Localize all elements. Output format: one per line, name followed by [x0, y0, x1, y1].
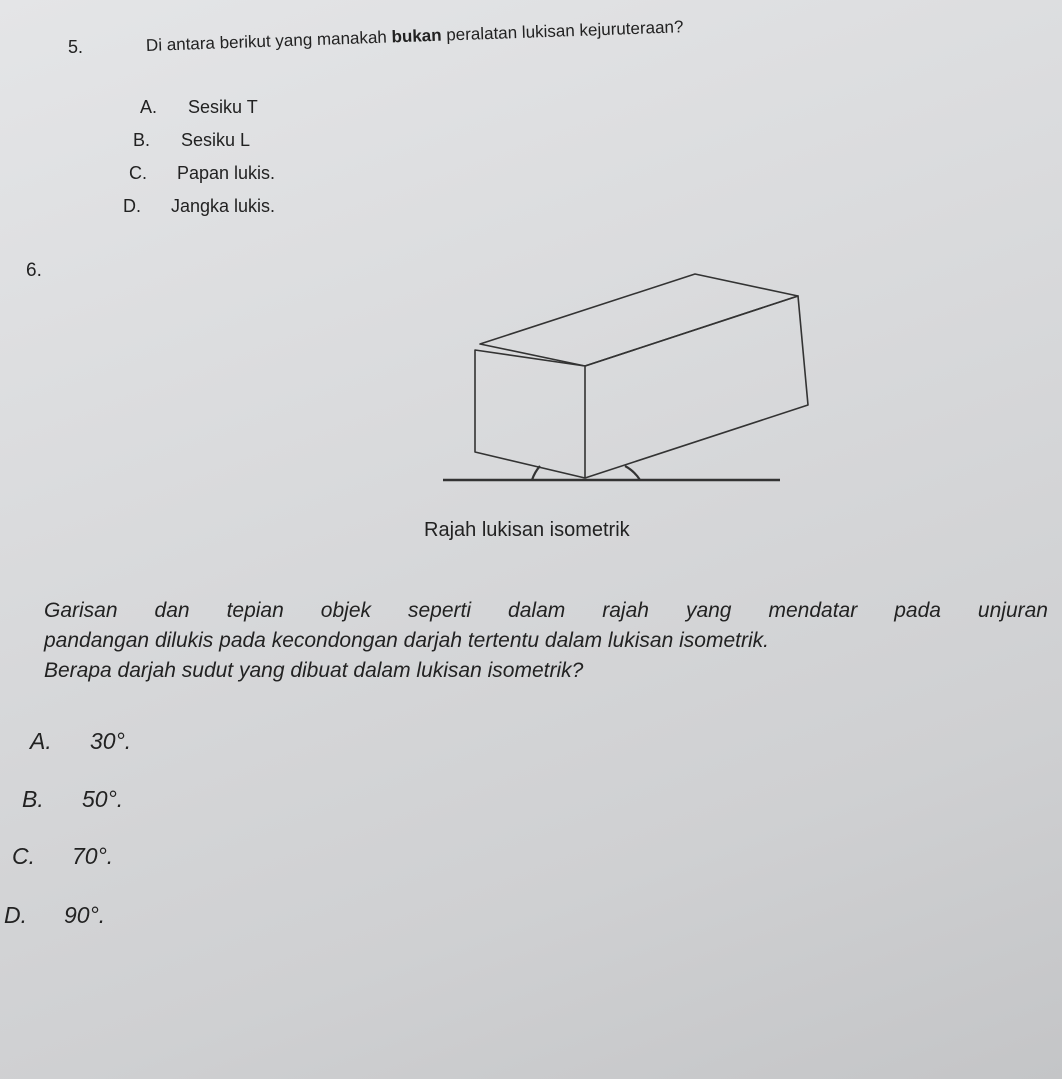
option-text: Sesiku T: [188, 97, 258, 117]
question-6-line-1: Garisan dan tepian objek seperti dalam rajah yang mendatar pada unjuran: [44, 599, 1048, 622]
question-6-option-a[interactable]: [30, 728, 131, 755]
option-letter: C.: [129, 163, 147, 183]
option-letter: A.: [30, 728, 52, 754]
question-6-option-d[interactable]: [4, 902, 105, 929]
question-6-line-3: Berapa darjah sudut yang dibuat dalam lukisan isometrik?: [44, 659, 584, 682]
option-text: 70°.: [72, 843, 114, 869]
question-6-line-2: pandangan dilukis pada kecondongan darjah tertentu dalam lukisan isometrik.: [44, 629, 769, 652]
question-6-text: [44, 596, 1048, 686]
option-text: 90°.: [64, 902, 106, 928]
box-side-face: [585, 296, 808, 478]
question-6-option-c[interactable]: [12, 843, 113, 870]
option-letter: A.: [140, 97, 158, 117]
option-letter: C.: [12, 843, 35, 869]
question-6-option-b[interactable]: [22, 786, 123, 813]
question-5-option-c[interactable]: [129, 163, 275, 184]
box-front-face: [475, 350, 585, 478]
option-text: Sesiku L: [181, 130, 251, 150]
question-5-text-start: Di antara berikut yang manakah: [145, 27, 392, 55]
isometric-box-figure: [440, 270, 820, 490]
option-letter: B.: [22, 786, 44, 812]
option-text: 50°.: [82, 786, 124, 812]
option-text: Jangka lukis.: [171, 196, 276, 216]
option-text: 30°.: [90, 728, 132, 754]
option-letter: B.: [133, 130, 151, 150]
question-5-number: 5.: [68, 37, 84, 57]
question-5-text-end: peralatan lukisan kejuruteraan?: [441, 17, 684, 45]
question-6-number: 6.: [26, 260, 42, 281]
option-text: Papan lukis.: [177, 163, 276, 183]
question-5-option-b[interactable]: [133, 130, 250, 151]
option-letter: D.: [4, 902, 27, 928]
box-top-face: [480, 274, 798, 366]
question-5-text: [146, 17, 684, 56]
option-letter: D.: [123, 196, 141, 216]
question-5-option-a[interactable]: [140, 97, 258, 118]
question-5-text-bold: bukan: [391, 25, 442, 47]
angle-arc-right: [625, 466, 640, 480]
figure-caption: Rajah lukisan isometrik: [424, 519, 630, 541]
angle-arc-left: [532, 466, 540, 480]
question-5-option-d[interactable]: [123, 196, 275, 217]
